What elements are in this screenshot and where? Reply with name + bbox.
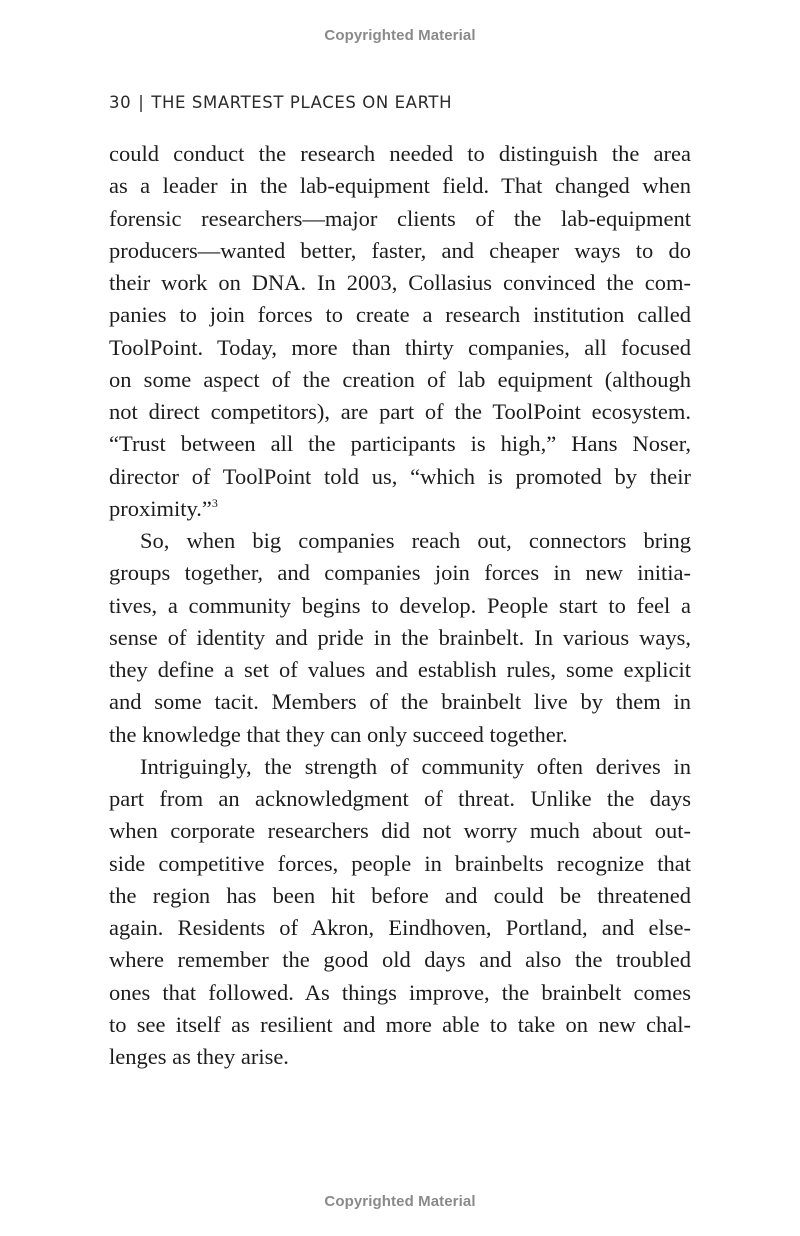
text-line: groups together, and companies join forces in new initia- <box>109 560 691 586</box>
paragraph-1 <box>109 138 691 525</box>
text-line: ones that followed. As things improve, the brainbelt comes <box>109 979 691 1005</box>
text-line: their work on DNA. In 2003, Collasius convinced the com- <box>109 270 691 295</box>
text-line: to see itself as resilient and more able to take on new chal- <box>109 1011 691 1037</box>
running-head-separator: | <box>138 93 145 112</box>
text-line: sense of identity and pride in the brainbelt. In various ways, <box>109 624 691 650</box>
body-text <box>109 138 691 1073</box>
text-line: they define a set of values and establish rules, some explicit <box>109 657 691 682</box>
text-line-last: the knowledge that they can only succeed together. <box>109 721 568 747</box>
footnote-marker: 3 <box>211 495 218 510</box>
text-line: forensic researchers—major clients of the lab-equipment <box>109 205 691 231</box>
running-head <box>109 93 452 112</box>
text-line: panies to join forces to create a research institution called <box>109 302 691 328</box>
text-line: where remember the good old days and also the troubled <box>109 947 691 973</box>
text-line-last: lenges as they arise. <box>109 1044 289 1069</box>
text-line: when corporate researchers did not worry much about out- <box>109 818 691 844</box>
text-line: producers—wanted better, faster, and cheaper ways to do <box>109 237 691 263</box>
page-number: 30 <box>109 93 132 112</box>
text-line: again. Residents of Akron, Eindhoven, Portland, and else- <box>109 915 691 940</box>
text-line: director of ToolPoint told us, “which is promoted by their <box>109 463 691 489</box>
text-line: the region has been hit before and could be threatened <box>109 882 691 908</box>
text-line-content: proximity.” <box>109 495 212 521</box>
text-line: tives, a community begins to develop. People start to feel a <box>109 592 691 618</box>
text-line: ToolPoint. Today, more than thirty companies, all focused <box>109 334 691 360</box>
paragraph-2 <box>109 525 691 751</box>
text-line: part from an acknowledgment of threat. Unlike the days <box>109 786 691 811</box>
copyright-watermark-top: Copyrighted Material <box>324 27 476 44</box>
book-title: THE SMARTEST PLACES ON EARTH <box>151 93 453 112</box>
text-line: “Trust between all the participants is high,” Hans Noser, <box>109 431 691 457</box>
text-line: could conduct the research needed to distinguish the area <box>109 141 691 166</box>
text-line: side competitive forces, people in brainbelts recognize that <box>109 850 691 876</box>
paragraph-3 <box>109 751 691 1074</box>
text-line: and some tacit. Members of the brainbelt live by them in <box>109 689 691 715</box>
text-line-last <box>109 493 691 525</box>
text-line: Intriguingly, the strength of community often derives in <box>140 753 691 779</box>
text-line: So, when big companies reach out, connectors bring <box>140 528 691 553</box>
text-line: as a leader in the lab-equipment field. That changed when <box>109 173 691 199</box>
text-line: on some aspect of the creation of lab equipment (although <box>109 366 691 392</box>
copyright-watermark-bottom: Copyrighted Material <box>324 1193 476 1210</box>
text-line: not direct competitors), are part of the ToolPoint ecosystem. <box>109 399 691 424</box>
